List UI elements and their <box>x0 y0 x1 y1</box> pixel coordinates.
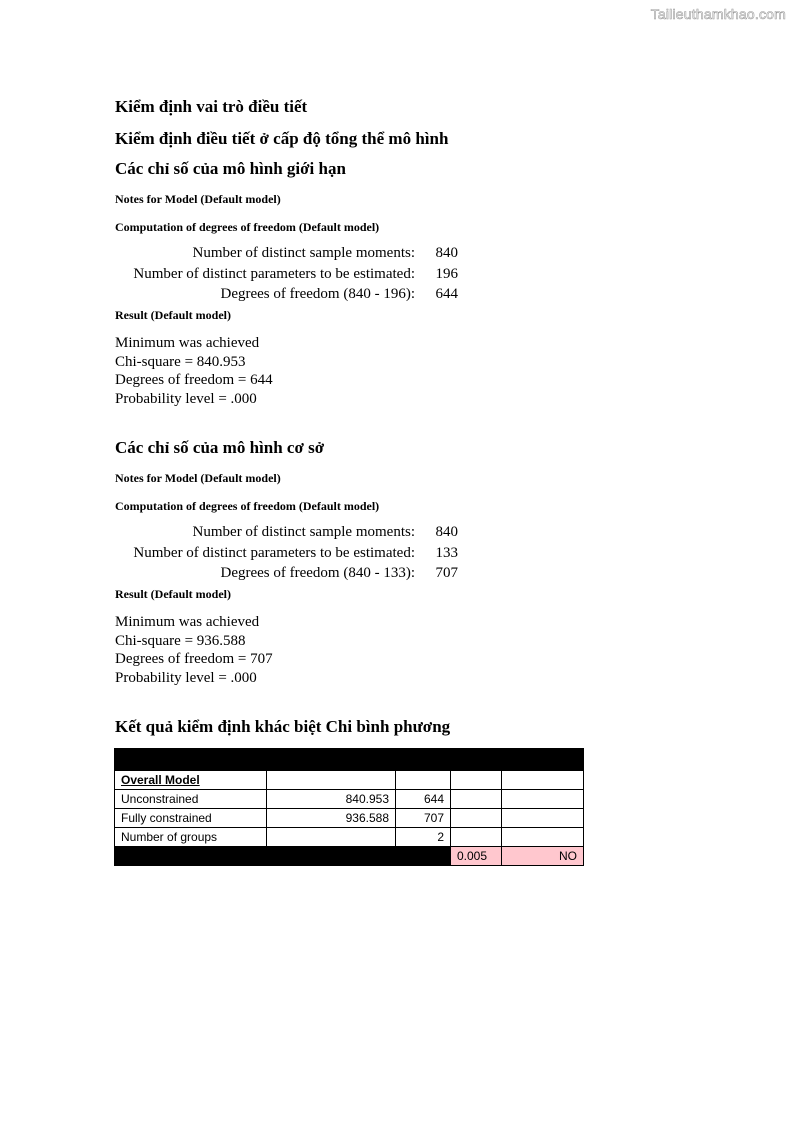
dof-row <box>115 545 458 566</box>
result-line: Chi-square = 936.588 <box>115 632 246 649</box>
dof-label: Number of distinct sample moments: <box>192 524 415 540</box>
row-label: Fully constrained <box>115 809 267 828</box>
dof-value: 840 <box>435 524 458 540</box>
chi-square-cell <box>267 828 396 847</box>
computation-title: Computation of degrees of freedom (Default model) <box>115 220 380 234</box>
dof-label: Number of distinct parameters to be estimated: <box>133 544 415 561</box>
result-line: Probability level = .000 <box>115 390 257 407</box>
dof-row <box>115 524 458 545</box>
dof-label: Number of distinct sample moments: <box>192 245 415 261</box>
heading-base-model: Các chỉ số của mô hình cơ sở <box>115 438 325 457</box>
notes-title: Notes for Model (Default model) <box>115 471 281 485</box>
result-line: Chi-square = 840.953 <box>115 353 246 370</box>
table-row <box>115 828 584 847</box>
result-line: Minimum was achieved <box>115 614 260 630</box>
heading-moderation: Kiểm định vai trò điều tiết <box>115 97 308 116</box>
chi-square-cell: 840.953 <box>267 790 396 809</box>
dof-value: 196 <box>435 265 458 282</box>
table-row <box>115 809 584 828</box>
result-title: Result (Default model) <box>115 308 231 322</box>
dof-value: 644 <box>435 286 458 302</box>
overall-model-label: Overall Model <box>115 771 267 790</box>
result-title: Result (Default model) <box>115 587 231 601</box>
chi-square-table <box>114 748 584 866</box>
df-cell: 707 <box>396 809 451 828</box>
dof-table-restricted <box>115 245 458 307</box>
result-block-base <box>115 613 273 687</box>
dof-row <box>115 286 458 307</box>
result-line: Minimum was achieved <box>115 335 260 351</box>
dof-table-base <box>115 524 458 586</box>
watermark: Tailieuthamkhao.com <box>650 6 786 22</box>
table-header-row <box>115 749 584 771</box>
result-block-restricted <box>115 334 273 408</box>
conclusion-cell: NO <box>502 847 584 866</box>
table-result-row <box>115 847 584 866</box>
dof-row <box>115 565 458 586</box>
df-cell: 644 <box>396 790 451 809</box>
dof-value: 133 <box>435 544 458 561</box>
df-cell: 2 <box>396 828 451 847</box>
dof-label: Number of distinct parameters to be estimated: <box>133 265 415 282</box>
heading-chi-square-test: Kết quả kiểm định khác biệt Chi bình phương <box>115 717 451 736</box>
p-value-cell: 0.005 <box>451 847 502 866</box>
dof-row <box>115 266 458 287</box>
computation-title: Computation of degrees of freedom (Default model) <box>115 499 380 513</box>
dof-value: 707 <box>435 565 458 581</box>
heading-restricted-model: Các chỉ số của mô hình giới hạn <box>115 159 346 178</box>
row-label: Unconstrained <box>115 790 267 809</box>
notes-title: Notes for Model (Default model) <box>115 192 281 206</box>
row-label: Number of groups <box>115 828 267 847</box>
result-line: Probability level = .000 <box>115 669 257 686</box>
result-line: Degrees of freedom = 644 <box>115 372 273 388</box>
dof-label: Degrees of freedom (840 - 196): <box>220 286 415 302</box>
table-row <box>115 790 584 809</box>
dof-row <box>115 245 458 266</box>
dof-label: Degrees of freedom (840 - 133): <box>220 565 415 581</box>
table-row <box>115 771 584 790</box>
chi-square-cell: 936.588 <box>267 809 396 828</box>
dof-value: 840 <box>435 245 458 261</box>
heading-overall-moderation: Kiểm định điều tiết ở cấp độ tổng thể mô hình <box>115 129 449 148</box>
result-line: Degrees of freedom = 707 <box>115 651 273 667</box>
